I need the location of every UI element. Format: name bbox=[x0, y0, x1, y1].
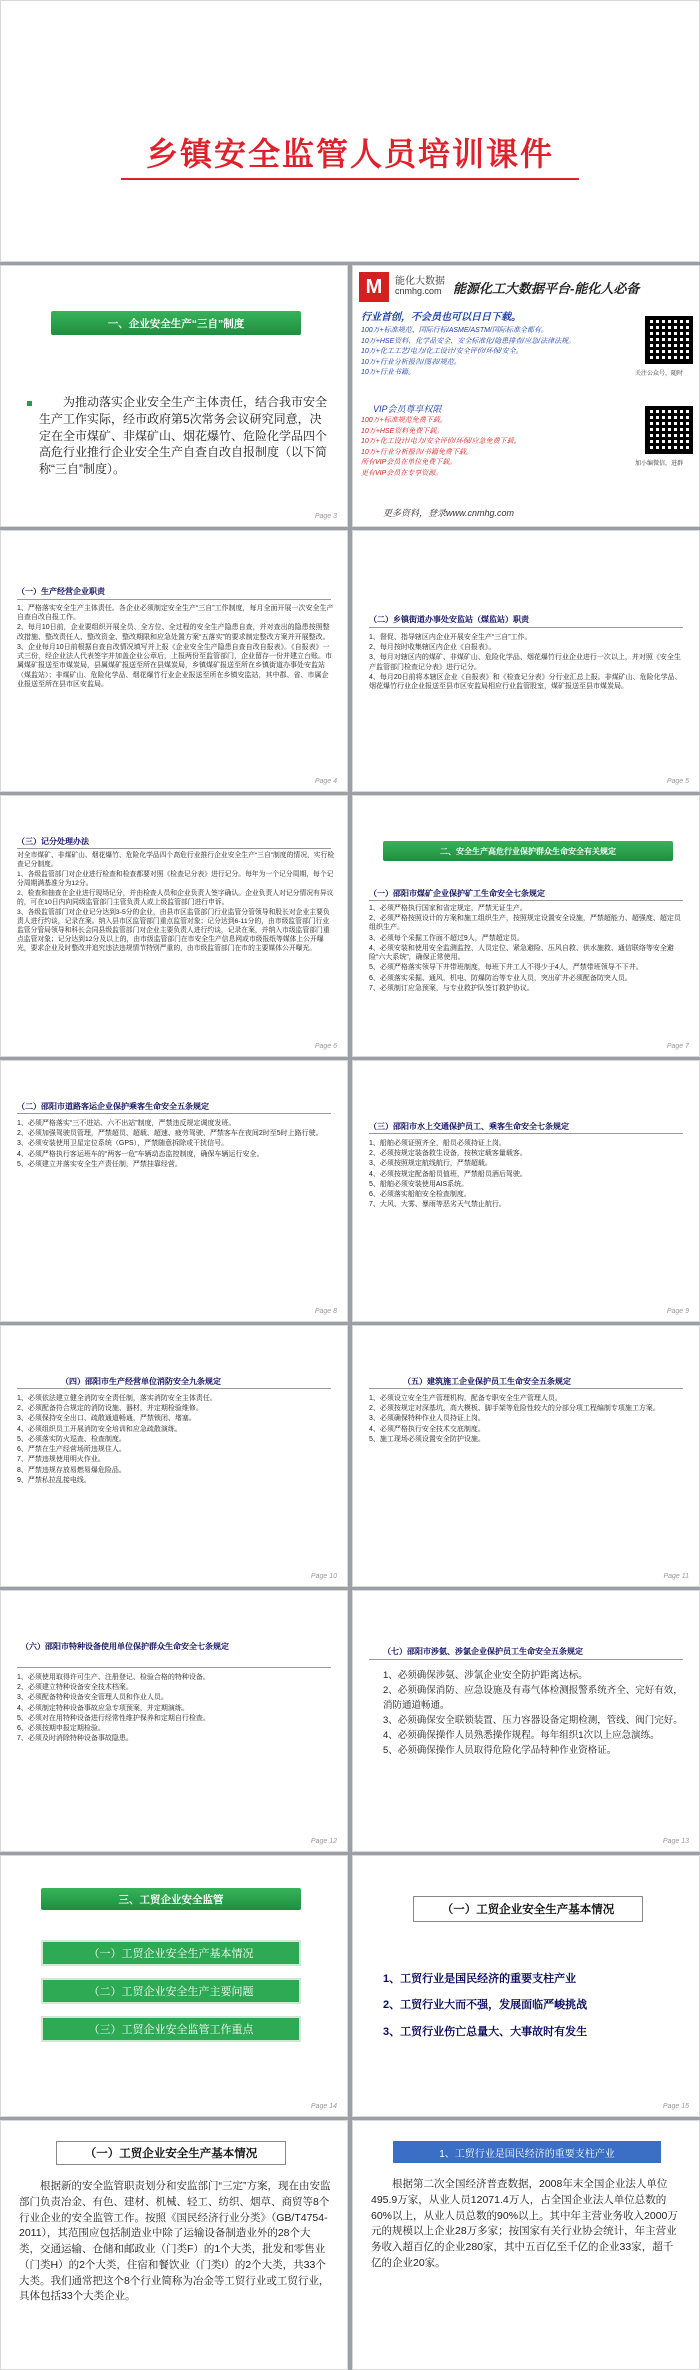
vip-item: 10万+行业分析报告/书籍免费下载。 bbox=[361, 448, 473, 456]
menu-item-main-problems[interactable]: （二）工贸企业安全生产主要问题 bbox=[41, 1978, 301, 2004]
ad-panel bbox=[352, 265, 700, 527]
paragraph: 5、必须对在用特种设备进行经常性维护保养和定期自行检查。 bbox=[17, 1714, 210, 1722]
divider bbox=[17, 599, 331, 600]
body-text bbox=[369, 633, 687, 692]
slide-trade-supervision-menu bbox=[0, 1855, 348, 2117]
divider bbox=[369, 900, 683, 901]
body-text bbox=[17, 604, 335, 690]
slide-enterprise-duties bbox=[0, 530, 348, 792]
body-text bbox=[369, 1139, 687, 1211]
boxed-heading: （一）工贸企业安全生产基本情况 bbox=[56, 2141, 286, 2165]
slide-coal-mine-rules bbox=[352, 795, 700, 1057]
section-heading: （六）邵阳市特种设备使用单位保护群众生命安全七条规定 bbox=[21, 1642, 229, 1651]
paragraph: 1、必须设立安全生产管理机构，配备专职安全生产管理人员。 bbox=[369, 1395, 562, 1402]
paragraph: 4、必须制定特种设备事故应急专项预案，并定期演练。 bbox=[17, 1704, 189, 1712]
paragraph: 3、每月对辖区内的煤矿、非煤矿山、危险化学品、烟花爆竹行业企业进行一次以上，并对照《安全生产监管部门检查记分表》进行记分。 bbox=[369, 654, 681, 671]
page-number: Page 5 bbox=[666, 778, 689, 785]
vip-item: 所有VIP会员在单位免费下载。 bbox=[361, 459, 457, 466]
paragraph: 4、必须严格执行客运班车的“两客一危”车辆动态监控制度，确保车辆运行安全。 bbox=[17, 1150, 264, 1158]
paragraph: 1、船舶必须证照齐全，船员必须持证上岗。 bbox=[369, 1140, 506, 1147]
body-text bbox=[17, 852, 335, 955]
paragraph: 1、必须严格落实“三不进站、六不出站”制度，严禁违反规定调度发班。 bbox=[17, 1120, 236, 1127]
divider bbox=[17, 1388, 331, 1389]
section-heading: （四）邵阳市生产经营单位消防安全九条规定 bbox=[61, 1377, 221, 1386]
divider bbox=[17, 1113, 331, 1114]
page-number: Page 13 bbox=[662, 1838, 689, 1845]
brand-name: 能化大数据 bbox=[395, 276, 445, 287]
paragraph: 2、必须按规定对深基坑、高大模板、脚手架等危险性较大的分部分项工程编制专项施工方案。 bbox=[369, 1405, 660, 1413]
scope-paragraph: 根据新的安全监管职责划分和安监部门“三定”方案，现在由安监部门负责冶金、有色、建材、机械、轻工、纺织、烟草、商贸等8个行业企业的安全监管工作。按照《国民经济行业分类》（GB/T4754-2011），其范围应包括制造业中除了运输设备制造业外的28个大类，交通运输、仓储和邮政业（门类F）的1个大类，批发和零售业（门类H）的2个大类，住宿和餐饮业（门类I）的2个大类，共33个大类。我们通常把这个8个行业简称为冶金等工贸行业或工贸行业，具体包括33个大类企业。 bbox=[19, 2180, 331, 2303]
paragraph: 3、必须确保特种作业人员持证上岗。 bbox=[369, 1415, 485, 1423]
paragraph: 5、必须建立并落实安全生产责任制，严禁挂靠经营。 bbox=[17, 1160, 182, 1168]
section-heading: （五）建筑施工企业保护员工生命安全五条规定 bbox=[403, 1377, 571, 1386]
ad-headline: 能源化工大数据平台-能化人必备 bbox=[453, 281, 640, 296]
paragraph: 3、必须配备特种设备安全管理人员和作业人员。 bbox=[17, 1694, 168, 1702]
overview-item: 2、工贸行业大而不强，发展面临严峻挑战 bbox=[383, 1999, 588, 2012]
paragraph: 7、必须制订应急预案，与专业救护队签订救护协议。 bbox=[369, 984, 534, 992]
slide-three-self-system bbox=[0, 265, 348, 527]
menu-item-basic-situation[interactable]: （一）工贸企业安全生产基本情况 bbox=[41, 1940, 301, 1966]
intro-paragraph: 为推动落实企业安全生产主体责任，结合我市安全生产工作实际，经市政府第5次常务会议研究同意，决定在全市煤矿、非煤矿山、烟花爆竹、危险化学品四个高危行业推行企业安全生产自查自改自报制度（以下简称“三自”制度）。 bbox=[39, 395, 328, 477]
ad-feature: 10万+行业分析报告/图表/规范。 bbox=[361, 358, 461, 366]
cover-slide bbox=[0, 0, 700, 262]
slide-construction-rules bbox=[352, 1325, 700, 1587]
ad-feature: 10万+HSE资料、化学品安全、安全标准化/隐患排查/应急/法律法规。 bbox=[361, 337, 576, 345]
overview-item: 3、工贸行业伤亡总量大、大事故时有发生 bbox=[383, 2025, 588, 2038]
slide-special-equipment-rules bbox=[0, 1590, 348, 1852]
slide-station-duties bbox=[352, 530, 700, 792]
vip-item: 10万+HSE资料免费下载。 bbox=[361, 427, 444, 435]
page-number: Page 9 bbox=[666, 1308, 689, 1315]
vip-item: 10万+化工设计/电力/安全评价/环保/应急免费下载。 bbox=[361, 438, 521, 445]
overview-item: 1、工贸行业是国民经济的重要支柱产业 bbox=[383, 1973, 577, 1985]
slide-pillar-industry bbox=[352, 2120, 700, 2370]
qr-label: 关注公众号，随时 bbox=[635, 371, 684, 377]
divider bbox=[17, 848, 331, 849]
paragraph: 2、必须加强驾驶员管理，严禁超员、超载、超速、疲劳驾驶、严禁客车在夜间2时至5时上路行驶。 bbox=[17, 1130, 323, 1138]
paragraph: 3、必须按照规定航线航行，严禁超载。 bbox=[369, 1160, 492, 1168]
page-number: Page 15 bbox=[662, 2103, 689, 2110]
divider bbox=[369, 1659, 683, 1660]
paragraph: 对全市煤矿、非煤矿山、烟花爆竹、危险化学品四个高危行业推行企业安全生产“三自”制度的情况，实行检查记分制度。 bbox=[17, 852, 335, 868]
vip-list bbox=[361, 416, 623, 479]
ad-subheadline: 行业首创，不会员也可以日日下载。 bbox=[361, 312, 521, 323]
paragraph: 5、必须严格落实领导下井带班制度，每班下井工人不得少于4人，严禁带班领导不下井。 bbox=[369, 964, 643, 972]
ad-feature: 100万+标准规范、国际行标/ASME/ASTM/国际标准全都有。 bbox=[361, 327, 548, 334]
divider bbox=[17, 1667, 331, 1668]
body-text bbox=[369, 904, 687, 994]
paragraph: 3、必须安装使用卫星定位系统（GPS），严禁随意拆除或干扰信号。 bbox=[17, 1140, 229, 1148]
paragraph: 1、各级监管部门对企业进行检查和检查都要对照《检查记分表》进行记分。每年为一个记分周期，每个记分周期满基准分为12分。 bbox=[17, 870, 334, 887]
slide-regulatory-scope bbox=[0, 2120, 348, 2370]
section-heading: （一）生产经营企业职责 bbox=[17, 587, 105, 596]
overview-list bbox=[383, 1966, 683, 2045]
section-bar: 三、工贸企业安全监管 bbox=[41, 1888, 301, 1910]
paragraph: 4、必须确保操作人员熟悉操作规程。每年组织1次以上应急演练。 bbox=[383, 1730, 660, 1741]
divider bbox=[369, 1133, 683, 1134]
page-number: Page 8 bbox=[314, 1308, 337, 1315]
slide-basic-situation-overview bbox=[352, 1855, 700, 2117]
paragraph: 4、必须安装和使用安全监测监控、人员定位、紧急避险、压风自救、供水施救、通信联络等安全避险“六大系统”，确保正常使用。 bbox=[369, 944, 674, 962]
paragraph: 2、检查和抽查在企业进行现场记分，并由检查人员和企业负责人签字确认。企业负责人对记分情况有异议的，可在10日内向同级监管部门主管负责人或上级监管部门进行申诉。 bbox=[17, 889, 334, 906]
paragraph: 1、严格落实安全生产主体责任。各企业必须制定安全生产“三自”工作制度，每月全面开展一次安全生产自查自改自报工作。 bbox=[17, 605, 334, 622]
paragraph: 7、必须及时消除特种设备事故隐患。 bbox=[17, 1735, 133, 1743]
section-heading: （三）记分处理办法 bbox=[17, 837, 89, 846]
section-heading: （二）乡镇街道办事处安监站（煤监站）职责 bbox=[369, 615, 529, 624]
ad-feature: 10万+化工工艺/电力/化工设计/安全评价/环保/安全。 bbox=[361, 348, 523, 355]
paragraph: 2、必须确保消防、应急设施及有毒气体检测报警系统齐全、完好有效，消防通道畅通。 bbox=[383, 1685, 683, 1711]
paragraph: 6、必须按期申报定期检验。 bbox=[17, 1725, 105, 1733]
paragraph: 2、必须配备符合规定的消防设施、器材，并定期检验维修。 bbox=[17, 1405, 203, 1413]
title-underline bbox=[121, 178, 579, 180]
vip-item: 更有VIP会员在专享资源。 bbox=[361, 469, 443, 477]
document-title: 乡镇安全监管人员培训课件 bbox=[145, 135, 554, 173]
boxed-heading: （一）工贸企业安全生产基本情况 bbox=[413, 1896, 643, 1922]
paragraph: 3、必须保持安全出口、疏散通道畅通，严禁锁闭、堵塞。 bbox=[17, 1415, 196, 1423]
paragraph: 3、各级监管部门对企业记分达到3-5分的企业，由县市区监管部门行业监管分管领导和股长对企业主要负责人进行约谈，记录在案。纳入县市区监管部门重点监管对象；记分达到6-11分的，由市级监管部门行业监管分管局领导和科长会同县级监管部门对企业主要负责人进行约谈，记录在案，并纳入市级监管部门重点监管对象；记分达到12分及以上的，由市级监管部门在市安全生产信息网或市级报纸等媒体上公开曝光，要求企业及时整改并追究违法违规情节特别严重的，由市级监管部门在市的主要媒体公开曝光。 bbox=[17, 908, 330, 952]
vip-title: VIP会员尊享权限 bbox=[373, 404, 442, 414]
bullet-square bbox=[27, 401, 32, 406]
vip-item: 100万+标准规范免费下载。 bbox=[361, 417, 447, 424]
ad-feature-list bbox=[361, 326, 623, 379]
paragraph: 1、督促、指导辖区内企业开展安全生产“三自”工作。 bbox=[369, 634, 532, 641]
paragraph: 8、严禁违规存放易燃易爆危险品。 bbox=[17, 1466, 126, 1474]
body-text bbox=[17, 1673, 335, 1745]
paragraph: 3、必须每个采掘工作面不超过9人，严禁超定员。 bbox=[369, 934, 524, 942]
paragraph: 5、施工现场必须设置安全防护设施。 bbox=[369, 1435, 485, 1443]
paragraph: 1、必须使用取得许可生产、注册登记、检验合格的特种设备。 bbox=[17, 1674, 210, 1681]
section-heading: （二）邵阳市道路客运企业保护乘客生命安全五条规定 bbox=[17, 1102, 209, 1111]
paragraph: 4、必须组织员工开展消防安全培训和应急疏散演练。 bbox=[17, 1425, 182, 1433]
page-number: Page 3 bbox=[314, 513, 337, 520]
brand-site: cnmhg.com bbox=[395, 286, 442, 296]
paragraph: 2、每月10日前，企业要组织开展全员、全方位、全过程的安全生产隐患自查，并对查出的隐患按照整改措施、整改责任人、整改资金、整改期限和应急处置方案“五落实”的要求制定整改方案并开展整改。 bbox=[17, 624, 330, 641]
paragraph: 2、必须按规定装备救生设备，按核定载客量载客。 bbox=[369, 1150, 527, 1158]
paragraph: 1、必须严格执行国家和省定规定，严禁无证生产。 bbox=[369, 905, 527, 912]
paragraph: 5、必须落实防火巡查、检查制度。 bbox=[17, 1435, 126, 1443]
paragraph: 6、必须落实采掘、通风、机电、防爆防治等专业人员，突出矿井必须配备防突人员。 bbox=[369, 974, 632, 982]
paragraph: 4、必须按规定配备船员值班，严禁船员酒后驾驶。 bbox=[369, 1170, 527, 1178]
divider bbox=[369, 627, 683, 628]
section-bar: 一、企业安全生产“三自”制度 bbox=[51, 311, 301, 335]
page-number: Page 11 bbox=[663, 1573, 689, 1580]
paragraph: 1、必须确保涉氨、涉氯企业安全防护距离达标。 bbox=[383, 1670, 588, 1681]
section-bar: 二、安全生产高危行业保护群众生命安全有关规定 bbox=[383, 841, 673, 861]
paragraph: 3、必须确保安全联锁装置、压力容器设备定期检测，管线、阀门完好。 bbox=[383, 1714, 683, 1726]
paragraph: 4、必须严格执行安全技术交底制度。 bbox=[369, 1425, 485, 1433]
section-bar: 1、工贸行业是国民经济的重要支柱产业 bbox=[393, 2141, 661, 2163]
paragraph: 9、严禁私拉乱接电线。 bbox=[17, 1476, 91, 1484]
body-text bbox=[17, 1119, 335, 1170]
menu-item-work-focus[interactable]: （三）工贸企业安全监管工作重点 bbox=[41, 2016, 301, 2042]
paragraph: 5、必须确保操作人员取得危险化学品特种作业资格证。 bbox=[383, 1745, 617, 1757]
paragraph: 4、每月20日前将本辖区企业《自报表》和《检查记分表》分行业汇总上报。非煤矿山、危险化学品、烟花爆竹行业企业报送至县市区安监局相应行业监管股室，煤矿报送至县市煤炭局。 bbox=[369, 673, 682, 691]
page-number: Page 7 bbox=[666, 1043, 689, 1050]
ad-footer-link[interactable]: 更多资料，登录www.cnmhg.com bbox=[383, 508, 515, 518]
pillar-paragraph: 根据第二次全国经济普查数据，2008年末全国企业法人单位495.9万家，从业人员12071.4万人，占全国企业法人单位总数的60%以上，从业人员总数的90%以上。其中年主营业务收入2000万元的规模以上企业28万多家；按国家有关行业协会统计，年主营业务收入超百亿的企业280家，其中五百亿至千亿的企业33家，超千亿的企业20家。 bbox=[371, 2178, 678, 2269]
paragraph: 7、大风、大雾、暴雨等恶劣天气禁止航行。 bbox=[369, 1201, 506, 1209]
page-number: Page 4 bbox=[314, 778, 337, 785]
paragraph: 6、严禁在生产经营场所违规住人。 bbox=[17, 1446, 126, 1454]
qr-code-icon bbox=[645, 406, 693, 454]
divider bbox=[369, 1388, 683, 1389]
paragraph: 3、企业每月10日前根据自查自改情况填写并上报《企业安全生产隐患自查自改自报表》。《自报表》一式三份，经企业法人代表签字并加盖企业公章后，上报两份至监管部门，企业留存一份并建立台账。市属煤矿报送至市煤炭局，县属煤矿报送至所在县煤炭局，乡镇煤矿报送至所在乡镇街道办事处安监站（煤监站）；非煤矿山、危险化学品、烟花爆竹行业企业报送至所在乡镇安监站，其中郡、省、市属企业报送至所在县市区安监局。 bbox=[17, 643, 332, 688]
paragraph: 5、船舶必须安装使用AIS系统。 bbox=[369, 1180, 469, 1188]
paragraph: 1、必须依法建立健全消防安全责任制，落实消防安全主体责任。 bbox=[17, 1395, 217, 1402]
ad-feature: 10万+行业书籍。 bbox=[361, 369, 415, 376]
body-text bbox=[17, 1394, 335, 1486]
paragraph: 2、必须严格按照设计的方案和施工组织生产，按照规定设置安全设施，严禁超能力、超强度、超定员组织生产。 bbox=[369, 915, 681, 932]
section-heading: （三）邵阳市水上交通保护员工、乘客生命安全七条规定 bbox=[369, 1122, 569, 1131]
paragraph: 2、必须建立特种设备安全技术档案。 bbox=[17, 1684, 133, 1692]
page-number: Page 12 bbox=[310, 1838, 337, 1845]
slide-water-transport-rules bbox=[352, 1060, 700, 1322]
slide-ammonia-chlorine-rules bbox=[352, 1590, 700, 1852]
body-text bbox=[383, 1669, 683, 1760]
paragraph: 2、每月按时收集辖区内企业《自报表》。 bbox=[369, 644, 496, 652]
slide-road-transport-rules bbox=[0, 1060, 348, 1322]
page-number: Page 6 bbox=[314, 1043, 337, 1050]
slide-fire-safety-rules bbox=[0, 1325, 348, 1587]
body-text bbox=[369, 1394, 687, 1445]
qr-code-icon bbox=[645, 316, 693, 364]
section-heading: （一）邵阳市煤矿企业保护矿工生命安全七条规定 bbox=[369, 889, 545, 898]
paragraph: 7、严禁违规使用明火作业。 bbox=[17, 1456, 105, 1464]
page-number: Page 10 bbox=[310, 1573, 337, 1580]
qr-label: 加小编微信，进群 bbox=[635, 461, 684, 467]
slide-scoring-method bbox=[0, 795, 348, 1057]
section-heading: （七）邵阳市涉氨、涉氯企业保护员工生命安全五条规定 bbox=[383, 1647, 583, 1656]
brand-logo-icon: M bbox=[359, 272, 389, 302]
page-number: Page 14 bbox=[310, 2103, 337, 2110]
paragraph: 6、必须落实船舶安全检查制度。 bbox=[369, 1191, 471, 1199]
